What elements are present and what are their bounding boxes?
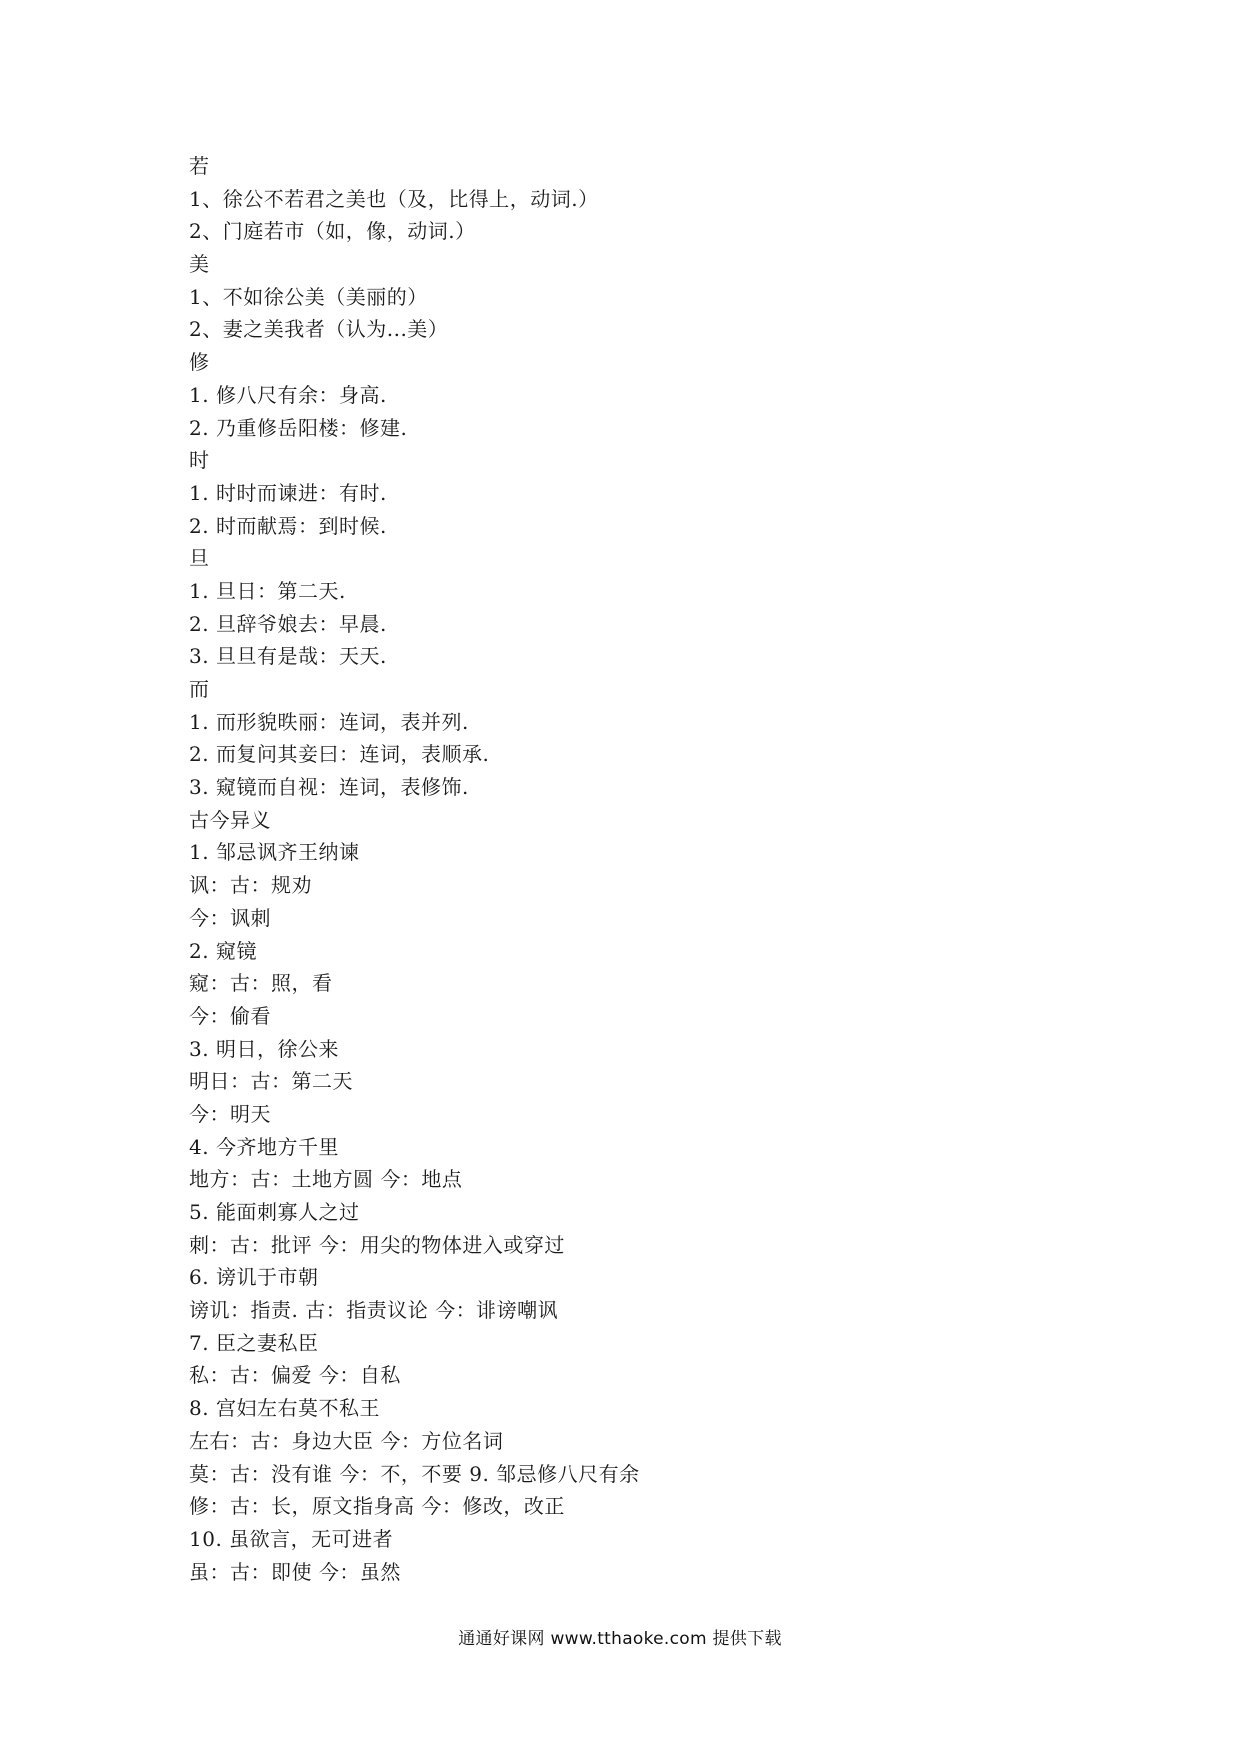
document-body xyxy=(189,150,1089,1588)
heading-ruo: 若 xyxy=(189,154,210,178)
heading-dan: 旦 xyxy=(189,546,210,571)
text-line: 3. 旦旦有是哉：天天. xyxy=(189,644,387,669)
text-line: 2. 时而献焉：到时候. xyxy=(189,513,387,538)
text-line: 2. 窥镜 xyxy=(189,938,257,963)
text-line: 今：讽刺 xyxy=(189,905,271,930)
page-footer: 通通好课网 www.tthaoke.com 提供下载 xyxy=(458,1629,782,1649)
text-line: 窥：古：照，看 xyxy=(189,971,333,996)
text-line: 明日：古：第二天 xyxy=(189,1069,353,1094)
text-line: 今：偷看 xyxy=(189,1003,271,1028)
text-line: 讽：古：规劝 xyxy=(189,873,312,898)
text-line: 2. 乃重修岳阳楼：修建. xyxy=(189,415,408,440)
text-line: 虽：古：即使 今：虽然 xyxy=(189,1559,401,1584)
text-line: 莫：古：没有谁 今：不，不要 9. 邹忌修八尺有余 xyxy=(189,1461,640,1486)
text-line: 今：明天 xyxy=(189,1101,271,1126)
text-line: 2. 旦辞爷娘去：早晨. xyxy=(189,611,387,636)
text-line: 私：古：偏爱 今：自私 xyxy=(189,1363,401,1388)
text-line: 1、徐公不若君之美也（及，比得上，动词.） xyxy=(189,186,599,211)
heading-er: 而 xyxy=(189,677,210,701)
text-line: 左右：古：身边大臣 今：方位名词 xyxy=(189,1428,504,1453)
text-line: 1. 时时而谏进：有时. xyxy=(189,480,387,505)
text-line: 1、不如徐公美（美丽的） xyxy=(189,284,428,309)
text-line: 7. 臣之妻私臣 xyxy=(189,1330,319,1355)
text-line: 1. 修八尺有余：身高. xyxy=(189,382,387,407)
text-line: 谤讥：指责. 古：指责议论 今：诽谤嘲讽 xyxy=(189,1298,559,1323)
text-line: 3. 明日，徐公来 xyxy=(189,1036,339,1061)
text-line: 10. 虽欲言，无可进者 xyxy=(189,1526,394,1551)
heading-xiu: 修 xyxy=(189,350,210,375)
text-line: 3. 窥镜而自视：连词，表修饰. xyxy=(189,775,469,800)
text-line: 2、门庭若市（如，像，动词.） xyxy=(189,219,476,244)
text-line: 8. 宫妇左右莫不私王 xyxy=(189,1396,380,1421)
text-line: 刺：古：批评 今：用尖的物体进入或穿过 xyxy=(189,1232,565,1257)
heading-gujin-yiyi: 古今异义 xyxy=(189,807,271,832)
heading-mei: 美 xyxy=(189,252,210,277)
text-line: 1. 旦日：第二天. xyxy=(189,578,346,603)
text-line: 修：古：长，原文指身高 今：修改，改正 xyxy=(189,1494,565,1519)
text-line: 4. 今齐地方千里 xyxy=(189,1134,339,1159)
text-line: 1. 邹忌讽齐王纳谏 xyxy=(189,840,360,865)
text-line: 2. 而复问其妾曰：连词，表顺承. xyxy=(189,742,490,767)
text-line: 5. 能面刺寡人之过 xyxy=(189,1200,360,1224)
text-line: 地方：古：土地方圆 今：地点 xyxy=(189,1167,463,1192)
text-line: 6. 谤讥于市朝 xyxy=(189,1265,319,1290)
text-line: 2、妻之美我者（认为...美） xyxy=(189,317,449,342)
text-line: 1. 而形貌昳丽：连词，表并列. xyxy=(189,709,469,734)
heading-shi: 时 xyxy=(189,448,210,473)
